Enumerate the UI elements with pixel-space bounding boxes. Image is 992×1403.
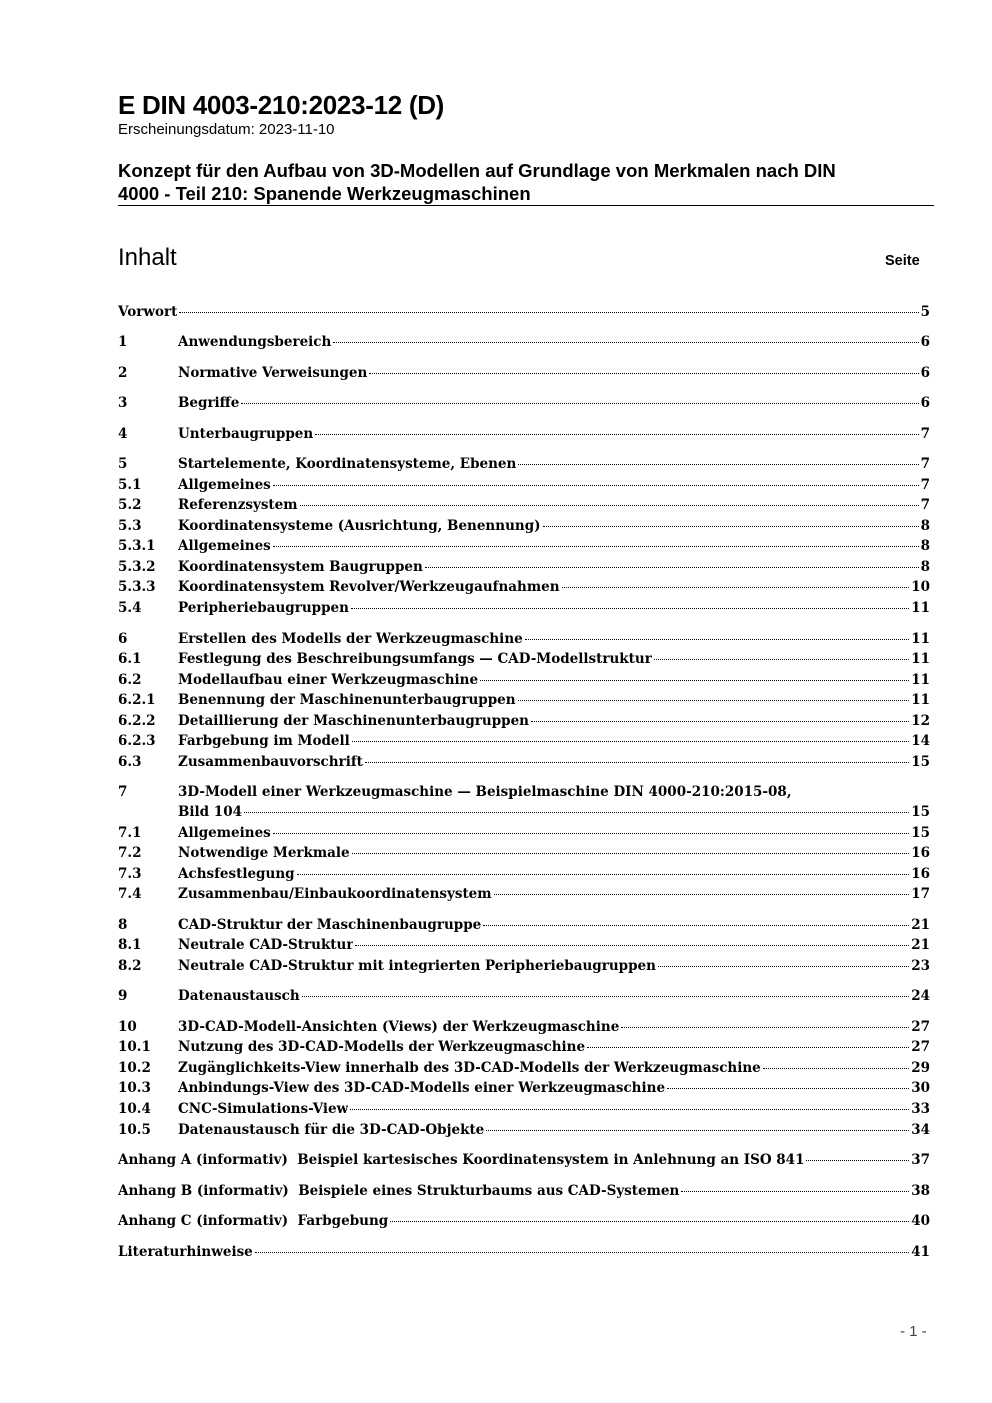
toc-entry-page: 15: [911, 825, 930, 841]
toc-entry[interactable]: [118, 1078, 930, 1098]
toc-entry[interactable]: [118, 302, 930, 322]
toc-entry-page: 14: [911, 733, 930, 749]
toc-leader: [302, 996, 910, 997]
toc-leader: [667, 1088, 909, 1089]
toc-entry-title: Datenaustausch für die 3D-CAD-Objekte: [178, 1122, 485, 1138]
toc-entry-number: 3: [118, 395, 128, 411]
toc-entry-number: 10.4: [118, 1101, 151, 1117]
toc-entry[interactable]: [118, 475, 930, 495]
toc-entry-title: Anwendungsbereich: [178, 334, 332, 350]
toc-leader: [352, 853, 910, 854]
toc-entry[interactable]: [118, 516, 930, 536]
toc-entry[interactable]: [118, 884, 930, 904]
toc-entry-page: 6: [920, 365, 930, 381]
title-line-2: 4000 - Teil 210: Spanende Werkzeugmaschinen: [118, 183, 531, 204]
toc-leader: [518, 464, 918, 465]
toc-entry-number: 7.4: [118, 886, 142, 902]
toc-leader: [179, 312, 918, 313]
toc-entry-title: Nutzung des 3D-CAD-Modells der Werkzeugmaschine: [178, 1039, 586, 1055]
toc-entry-number: 10.5: [118, 1122, 151, 1138]
toc-entry[interactable]: [118, 864, 930, 884]
toc-entry-number: 9: [118, 988, 128, 1004]
toc-entry-title: Allgemeines: [178, 477, 271, 493]
toc-entry-number: 2: [118, 365, 128, 381]
toc-entry-number: 8.1: [118, 937, 142, 953]
toc-leader: [241, 403, 918, 404]
toc-leader: [365, 762, 909, 763]
toc-entry-page: 6: [920, 395, 930, 411]
toc-leader: [255, 1252, 909, 1253]
toc-entry-title: Bild 104: [178, 804, 242, 820]
toc-entry-title: Festlegung des Beschreibungsumfangs — CAD-Modellstruktur: [178, 651, 652, 667]
toc-leader: [525, 639, 909, 640]
toc-entry-title: Neutrale CAD-Struktur mit integrierten Peripheriebaugruppen: [178, 958, 656, 974]
toc-entry-page: 23: [911, 958, 930, 974]
title-line-1: Konzept für den Aufbau von 3D-Modellen auf Grundlage von Merkmalen nach DIN: [118, 160, 836, 181]
toc-entry-title-line-1: 3D-Modell einer Werkzeugmaschine — Beispielmaschine DIN 4000-210:2015-08,: [178, 784, 792, 800]
toc-entry[interactable]: [118, 454, 930, 474]
toc-entry-number: 5.3.2: [118, 559, 156, 575]
toc-entry-title: Detaillierung der Maschinenunterbaugruppen: [178, 713, 529, 729]
toc-entry-number: 7: [118, 784, 128, 800]
document-id: E DIN 4003-210:2023-12 (D): [118, 90, 445, 120]
toc-entry-title: Farbgebung im Modell: [178, 733, 350, 749]
toc-leader: [300, 505, 919, 506]
toc-leader: [483, 925, 909, 926]
toc-entry-title: Startelemente, Koordinatensysteme, Ebenen: [178, 456, 517, 472]
toc-entry-page: 12: [911, 713, 930, 729]
toc-entry-title: Koordinatensystem Baugruppen: [178, 559, 423, 575]
toc-entry-number: 1: [118, 334, 128, 350]
toc-entry-title: Anbindungs-View des 3D-CAD-Modells einer Werkzeugmaschine: [178, 1080, 666, 1096]
toc-entry-number: 6.2.2: [118, 713, 156, 729]
toc-entry-title: Benennung der Maschinenunterbaugruppen: [178, 692, 516, 708]
toc-entry-page: 7: [920, 426, 930, 442]
page-number: - 1 -: [900, 1323, 927, 1340]
toc-entry-number: 5.3.3: [118, 579, 156, 595]
toc-entry-number: 5: [118, 456, 128, 472]
toc-entry-number: 4: [118, 426, 128, 442]
toc-entry-title: Unterbaugruppen: [178, 426, 314, 442]
toc-entry[interactable]: [118, 495, 930, 515]
toc-entry-number: 10.1: [118, 1039, 151, 1055]
toc-leader: [562, 587, 910, 588]
toc-entry[interactable]: [118, 629, 930, 649]
toc-leader: [486, 1130, 909, 1131]
toc-entry-title: Zusammenbauvorschrift: [178, 754, 363, 770]
toc-entry-title: Begriffe: [178, 395, 240, 411]
toc-entry-title: Anhang B (informativ) Beispiele eines Strukturbaums aus CAD-Systemen: [118, 1183, 680, 1199]
toc-entry-page: 29: [911, 1060, 930, 1076]
toc-entry[interactable]: [118, 557, 930, 577]
toc-entry-page: 37: [911, 1152, 930, 1168]
toc-entry[interactable]: [118, 1037, 930, 1057]
toc-entry-title: 3D-CAD-Modell-Ansichten (Views) der Werkzeugmaschine: [178, 1019, 620, 1035]
toc-leader: [297, 874, 910, 875]
toc-entry-number: 10.3: [118, 1080, 151, 1096]
toc-entry-number: 7.2: [118, 845, 142, 861]
toc-entry-title: Achsfestlegung: [178, 866, 295, 882]
toc-entry-title: Literaturhinweise: [118, 1244, 253, 1260]
toc-entry-page: 15: [911, 804, 930, 820]
toc-entry[interactable]: [118, 1181, 930, 1201]
toc-entry-page: 16: [911, 845, 930, 861]
toc-entry[interactable]: [118, 843, 930, 863]
toc-entry[interactable]: [118, 598, 930, 618]
toc-entry-number: 5.3.1: [118, 538, 156, 554]
toc-entry-number: 10.2: [118, 1060, 151, 1076]
toc-entry[interactable]: [118, 1058, 930, 1078]
toc-entry-title: Koordinatensysteme (Ausrichtung, Benennung): [178, 518, 541, 534]
toc-entry-title: Anhang C (informativ) Farbgebung: [118, 1213, 389, 1229]
toc-entry[interactable]: [118, 986, 930, 1006]
toc-entry-number: 6.2.3: [118, 733, 156, 749]
toc-entry-page: 21: [911, 917, 930, 933]
toc-leader: [352, 741, 909, 742]
toc-entry-page: 24: [911, 988, 930, 1004]
toc-leader: [425, 567, 919, 568]
toc-entry-page: 40: [911, 1213, 930, 1229]
toc-entry[interactable]: [118, 424, 930, 444]
toc-entry-number: 5.3: [118, 518, 142, 534]
toc-entry-page: 27: [911, 1019, 930, 1035]
toc-leader: [587, 1047, 909, 1048]
toc-leader: [351, 608, 909, 609]
toc-entry-number: 5.4: [118, 600, 142, 616]
toc-entry-title: Zugänglichkeits-View innerhalb des 3D-CAD-Modells der Werkzeugmaschine: [178, 1060, 761, 1076]
toc-entry[interactable]: [118, 1017, 930, 1037]
toc-entry-page: 11: [911, 631, 930, 647]
toc-entry-page: 16: [911, 866, 930, 882]
toc-entry-page: 7: [920, 456, 930, 472]
toc-entry-page: 30: [911, 1080, 930, 1096]
toc-leader: [654, 659, 909, 660]
toc-entry-page: 15: [911, 754, 930, 770]
toc-entry-title: Notwendige Merkmale: [178, 845, 350, 861]
toc-entry-number: 6.2: [118, 672, 142, 688]
toc-entry-page: 6: [920, 334, 930, 350]
toc-entry-title: CNC-Simulations-View: [178, 1101, 349, 1117]
toc-entry-page: 11: [911, 600, 930, 616]
toc-entry-page: 11: [911, 651, 930, 667]
toc-entry-number: 5.1: [118, 477, 142, 493]
toc-entry-page: 8: [920, 518, 930, 534]
toc-entry[interactable]: [118, 536, 930, 556]
toc-leader: [658, 966, 909, 967]
toc-entry-page: 7: [920, 477, 930, 493]
toc-entry[interactable]: [118, 1099, 930, 1119]
toc-heading: Inhalt: [118, 244, 177, 271]
toc-entry-page: 21: [911, 937, 930, 953]
toc-leader: [681, 1191, 909, 1192]
toc-leader: [494, 894, 910, 895]
toc-leader: [763, 1068, 909, 1069]
toc-entry-number: 6.1: [118, 651, 142, 667]
toc-page-label: Seite: [885, 253, 920, 269]
toc-leader: [806, 1160, 909, 1161]
publication-date: Erscheinungsdatum: 2023-11-10: [118, 121, 335, 138]
toc-entry-title: Normative Verweisungen: [178, 365, 368, 381]
document-title: [118, 159, 934, 205]
toc-leader: [244, 812, 909, 813]
toc-entry[interactable]: [118, 823, 930, 843]
toc-entry-number: 7.3: [118, 866, 142, 882]
toc-entry-page: 27: [911, 1039, 930, 1055]
toc-entry[interactable]: [118, 752, 930, 772]
toc-entry-title: CAD-Struktur der Maschinenbaugruppe: [178, 917, 482, 933]
toc-entry-page: 38: [911, 1183, 930, 1199]
toc-entry-number: 6.2.1: [118, 692, 156, 708]
toc-leader: [543, 526, 919, 527]
toc-entry-number: 7.1: [118, 825, 142, 841]
toc-leader: [355, 945, 909, 946]
toc-entry-number: 8.2: [118, 958, 142, 974]
toc-entry-number: 6: [118, 631, 128, 647]
toc-entry[interactable]: [118, 670, 930, 690]
toc-entry[interactable]: [118, 332, 930, 352]
toc-entry[interactable]: [118, 935, 930, 955]
toc-entry-page: 5: [920, 304, 930, 320]
toc-entry-title: Allgemeines: [178, 825, 271, 841]
toc-entry-number: 6.3: [118, 754, 142, 770]
toc-entry-title: Erstellen des Modells der Werkzeugmaschine: [178, 631, 523, 647]
toc-leader: [333, 342, 918, 343]
toc-entry[interactable]: [118, 711, 930, 731]
toc-entry[interactable]: [118, 956, 930, 976]
toc-entry-page: 8: [920, 559, 930, 575]
toc-leader: [531, 721, 909, 722]
toc-leader: [273, 485, 919, 486]
toc-entry[interactable]: [118, 1242, 930, 1262]
toc-entry[interactable]: [118, 782, 930, 822]
toc-leader: [480, 680, 909, 681]
toc-leader: [390, 1221, 909, 1222]
toc-entry-number: 8: [118, 917, 128, 933]
toc-leader: [350, 1109, 909, 1110]
toc-entry-title: Vorwort: [118, 304, 178, 320]
toc-entry-title: Anhang A (informativ) Beispiel kartesisches Koordinatensystem in Anlehnung an ISO 841: [118, 1152, 805, 1168]
toc-entry-title: Datenaustausch: [178, 988, 300, 1004]
toc-leader: [621, 1027, 909, 1028]
toc-entry-number: 5.2: [118, 497, 142, 513]
toc-entry[interactable]: [118, 393, 930, 413]
toc-entry[interactable]: [118, 1150, 930, 1170]
toc-leader: [518, 700, 910, 701]
toc-entry-title: Koordinatensystem Revolver/Werkzeugaufnahmen: [178, 579, 560, 595]
toc-entry-title: Peripheriebaugruppen: [178, 600, 349, 616]
toc-entry-number: 10: [118, 1019, 137, 1035]
toc-leader: [369, 373, 918, 374]
toc-entry-page: 11: [911, 692, 930, 708]
toc-entry-page: 33: [911, 1101, 930, 1117]
toc-entry-title: Allgemeines: [178, 538, 271, 554]
toc-entry-title: Referenzsystem: [178, 497, 298, 513]
toc-entry-page: 34: [911, 1122, 930, 1138]
toc-entry-page: 11: [911, 672, 930, 688]
toc-entry-title: Modellaufbau einer Werkzeugmaschine: [178, 672, 479, 688]
toc-leader: [273, 833, 909, 834]
toc-entry-page: 7: [920, 497, 930, 513]
toc-entry-page: 10: [911, 579, 930, 595]
toc-entry[interactable]: [118, 1120, 930, 1140]
toc-entry-title: Neutrale CAD-Struktur: [178, 937, 354, 953]
toc-entry[interactable]: [118, 363, 930, 383]
toc-entry-page: 41: [911, 1244, 930, 1260]
toc-entry[interactable]: [118, 577, 930, 597]
toc-entry[interactable]: [118, 1211, 930, 1231]
toc-entry[interactable]: [118, 731, 930, 751]
toc-leader: [315, 434, 918, 435]
toc-entry-page: 8: [920, 538, 930, 554]
toc-leader: [273, 546, 919, 547]
toc-entry[interactable]: [118, 690, 930, 710]
title-rule: [118, 205, 934, 206]
toc-entry-title: Zusammenbau/Einbaukoordinatensystem: [178, 886, 492, 902]
toc-entry[interactable]: [118, 915, 930, 935]
toc-entry[interactable]: [118, 649, 930, 669]
toc-entry-page: 17: [911, 886, 930, 902]
